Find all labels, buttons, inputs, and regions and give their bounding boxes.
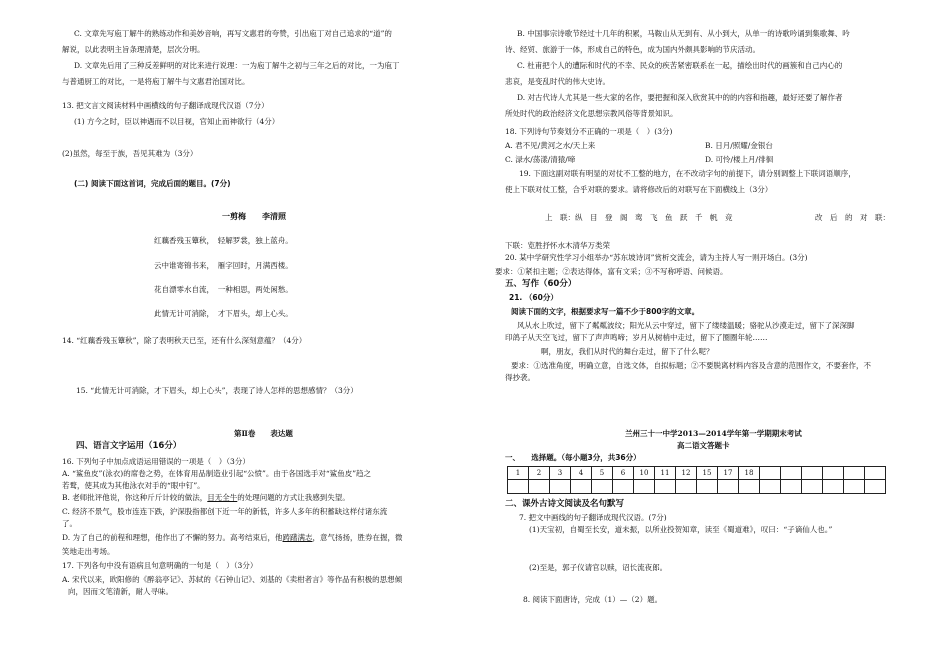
option-d-line2: 所处时代的政治经济文化思想宗教风俗等背景知识。 — [505, 109, 678, 118]
option-b-text: B. 老师批评他说，你这种斤斤计较的做法， — [62, 493, 208, 502]
answer-cell[interactable] — [655, 480, 676, 494]
option-b-text-end: 的处理问题的方式让我感到失望。 — [237, 493, 350, 502]
essay-requirements-cont: 得抄袭。 — [505, 373, 535, 382]
answer-cell[interactable] — [781, 480, 802, 494]
answer-cell[interactable] — [718, 480, 739, 494]
question-19: 19. 下面这副对联有明显的对仗不工整的地方，在不改动字句的前提下，请分别调整上下联词语顺序， — [519, 169, 856, 178]
question-16-option-b — [62, 492, 350, 504]
grid-number — [802, 467, 823, 480]
answer-cell[interactable] — [697, 480, 718, 494]
section-2-heading: 二、课外古诗文阅读及名句默写 — [505, 499, 625, 509]
option-d-idiom: 踌躇满志 — [282, 533, 313, 542]
grid-number — [865, 467, 886, 480]
essay-material-line2: 印鸽子从天空飞过，留下了声声鸣啼；岁月从树梢中走过，留下了圈圈年轮…… — [505, 333, 768, 342]
question-16-option-c: C. 经济不景气，股市连连下跌，沪深股指都创下近一年的新低，许多人多年的积蓄缺这样付诸东流 — [62, 507, 388, 516]
question-16-option-d-cont: 笑地走出考场。 — [62, 547, 115, 556]
question-19-cont: 使上下联对仗工整，合乎对联的要求。请将修改后的对联写在下面横线上（3分） — [505, 185, 773, 194]
question-13: 13. 把文言文阅读材料中画横线的句子翻译成现代汉语（7分） — [62, 101, 269, 110]
grid-number: 6 — [613, 467, 634, 480]
grid-number: 3 — [550, 467, 571, 480]
question-14: 14. “红藕香残玉簟秋”，除了表明秋天已至，还有什么深刻意蕴？（4分） — [62, 336, 307, 345]
answer-cell[interactable] — [760, 480, 781, 494]
question-18-option-c: C. 渌水/荡漾/清猿/啼 — [505, 155, 576, 164]
grid-number — [844, 467, 865, 480]
answer-card-title: 高二语文答题卡 — [677, 441, 730, 450]
option-d-line2: 与普通厨工的对比，一是将庖丁解牛与文惠君治国对比。 — [62, 77, 250, 86]
question-21-instruction: 阅读下面的文字，根据要求写一篇不少于800字的文章。 — [511, 307, 700, 316]
grid-number: 17 — [718, 467, 739, 480]
question-17-option-a-cont: 向，因而文笔清新，耐人寻味。 — [68, 587, 173, 596]
exam-title: 兰州三十一中学2013—2014学年第一学期期末考试 — [625, 429, 802, 438]
answer-cell[interactable] — [571, 480, 592, 494]
option-b-idiom: 目无全牛 — [207, 493, 238, 502]
option-c-line2: 悲哀，是变乱时代的伟大史诗。 — [505, 77, 610, 86]
question-17-option-a: A. 宋代以来，欧阳修的《醉翁亭记》、苏轼的《石钟山记》、刘基的《卖柑者言》等作品有积极的思想倾 — [62, 575, 403, 584]
question-7-part2: (2)至是，郭子仪请官以赎，诏长流夜郎。 — [529, 563, 668, 572]
grid-number: 2 — [529, 467, 550, 480]
option-d-line1: D. 文章先后用了三种反差鲜明的对比来进行说理：一为庖丁解牛之初与三年之后的对比，一为庖丁 — [74, 61, 400, 70]
grid-number: 4 — [571, 467, 592, 480]
section-5-heading: 五、写作（60分） — [505, 279, 577, 289]
section-1-heading: 一、 选择题。（每小题3分，共36分） — [505, 453, 641, 462]
question-18: 18. 下列诗句节奏划分不正确的一项是（ ）(3分) — [505, 127, 673, 136]
poem-line: 此情无计可消除， 才下眉头，却上心头。 — [154, 309, 293, 318]
answer-cell[interactable] — [613, 480, 634, 494]
answer-cell[interactable] — [844, 480, 865, 494]
question-17: 17. 下列各句中没有语病且句意明确的一句是（ ）（3分） — [62, 561, 258, 570]
answer-cell[interactable] — [529, 480, 550, 494]
question-18-option-a: A. 君不见/黄河之水/天上来 — [505, 141, 596, 150]
answer-cell[interactable] — [634, 480, 655, 494]
question-16-option-c-cont: 了。 — [62, 519, 77, 528]
answer-cell[interactable] — [592, 480, 613, 494]
question-16-option-d — [62, 532, 403, 544]
option-c-line2: 解说，以此表明主旨条理清楚，层次分明。 — [62, 45, 205, 54]
poem-title: 一剪梅 李清照 — [222, 211, 286, 221]
grid-number: 10 — [634, 467, 655, 480]
answer-cell[interactable] — [550, 480, 571, 494]
poem-line: 红藕香残玉簟秋， 轻解罗裳，独上蓝舟。 — [154, 236, 293, 245]
answer-grid — [507, 466, 886, 494]
question-16: 16. 下列句子中加点成语运用错误的一项是（ ）（3分） — [62, 457, 250, 466]
question-20-requirements: 要求：①紧扣主题；②表达得体，富有文采；③不写称呼语、问候语。 — [495, 267, 728, 276]
essay-material-line3: 啊，朋友，我们从时代的舞台走过，留下了什么呢？ — [541, 347, 714, 356]
section-4-heading: 四、语言文字运用（16分） — [76, 441, 182, 451]
question-15: 15. “此情无计可消除，才下眉头，却上心头”，表现了诗人怎样的思想感情？（3分） — [76, 386, 358, 395]
question-7: 7. 把文中画线的句子翻译成现代汉语。(7分) — [519, 513, 667, 522]
option-c-line1: C. 文章先写庖丁解牛的熟练动作和美妙音响，再写文惠君的夸赞，引出庖丁对自己追求的“道”的 — [74, 29, 392, 38]
grid-number — [823, 467, 844, 480]
grid-number — [760, 467, 781, 480]
answer-cell[interactable] — [739, 480, 760, 494]
couplet-modified-label: 改 后 的 对 联： — [815, 213, 890, 222]
couplet-upper: 上 联：纵 目 登 阁 鸾 飞 鱼 跃 千 帆 竞 — [545, 213, 733, 222]
option-b-line1: B. 中国事宗诗歌节经过十几年的积累，马鞍山从无到有、从小到大，从单一的诗歌吟诵到集歌舞、吟 — [517, 29, 850, 38]
grid-number: 11 — [655, 467, 676, 480]
answer-cell[interactable] — [802, 480, 823, 494]
question-8: 8. 阅读下面唐诗，完成（1）—（2）题。 — [523, 595, 663, 604]
answer-cell[interactable] — [823, 480, 844, 494]
grid-number — [781, 467, 802, 480]
poem-line: 云中谁寄锦书来， 雁字回时，月满西楼。 — [154, 261, 293, 270]
option-c-line1: C. 杜甫把个人的遭际和时代的不幸、民众的疾苦紧密联系在一起，描绘出时代的画簇和自己内心的 — [517, 61, 843, 70]
question-20: 20. 某中学研究性学习小组举办“苏东坡诗词”赏析交流会，请为主持人写一则开场白。(3分) — [505, 253, 808, 262]
answer-grid-answer-row — [508, 480, 886, 494]
question-16-option-a-cont: 若鹜，使其成为其他泳衣对手的“眼中钉”。 — [62, 481, 205, 490]
grid-number: 15 — [697, 467, 718, 480]
option-b-line2: 诗、经贸、旅游于一体，形成自己的特色，成为国内外颇具影响的节庆活动。 — [505, 45, 760, 54]
answer-cell[interactable] — [508, 480, 529, 494]
grid-number: 5 — [592, 467, 613, 480]
option-d-line1: D. 对古代诗人尤其是一些大家的名作，要把握和深入欣赏其中的的内容和指趣，最好还要了解作者 — [517, 93, 843, 102]
essay-requirements: 要求：①选准角度，明确立意，自选文体，自拟标题；②不要脱离材料内容及含意的范围作文，不要套作，不 — [511, 361, 871, 370]
grid-number: 1 — [508, 467, 529, 480]
grid-number: 12 — [676, 467, 697, 480]
part2-title: 第Ⅱ卷 表达题 — [234, 429, 293, 438]
section-poem-heading: (二) 阅读下面这首词，完成后面的题目。(7分) — [74, 179, 231, 188]
answer-cell[interactable] — [865, 480, 886, 494]
poem-line: 花自漂零水自流， 一种相思，两处闲愁。 — [154, 285, 293, 294]
essay-material-line1: 风从水上吹过，留下了粼粼波纹；阳光从云中穿过，留下了缕缕温暖；骆驼从沙漠走过，留下了深深脚 — [517, 321, 855, 330]
question-16-option-a: A. “鲨鱼皮”(泳衣)的席卷之势，在体育用品制造业引起“公愤”。由于各国选手对“鲨鱼皮”趋之 — [62, 469, 372, 478]
question-21: 21. （60分） — [509, 293, 558, 302]
question-13-part1: (1) 方今之时，臣以神遇而不以目视，官知止而神欲行（4分） — [74, 117, 280, 126]
couplet-lower: 下联：览胜抒怀水木清华万类荣 — [505, 241, 610, 250]
question-13-part2: (2)虽然，每至于族，吾见其难为（3分） — [62, 149, 198, 158]
answer-grid-number-row — [508, 467, 886, 480]
question-18-option-b: B. 日月/照耀/金银台 — [705, 141, 773, 150]
grid-number: 18 — [739, 467, 760, 480]
question-18-option-d: D. 可怜/楼上月/徘徊 — [705, 155, 774, 164]
answer-cell[interactable] — [676, 480, 697, 494]
question-7-part1: (1)天宝初，自蜀至长安，道未振，以所业投贺知章，读至《蜀道难》，叹曰：“子谪仙人也。” — [529, 525, 833, 534]
option-d-text: D. 为了自己的前程和理想，他作出了不懈的努力。高考结束后，他 — [62, 533, 283, 542]
option-d-text-end: ，意气扬扬，胜券在握，微 — [312, 533, 403, 542]
